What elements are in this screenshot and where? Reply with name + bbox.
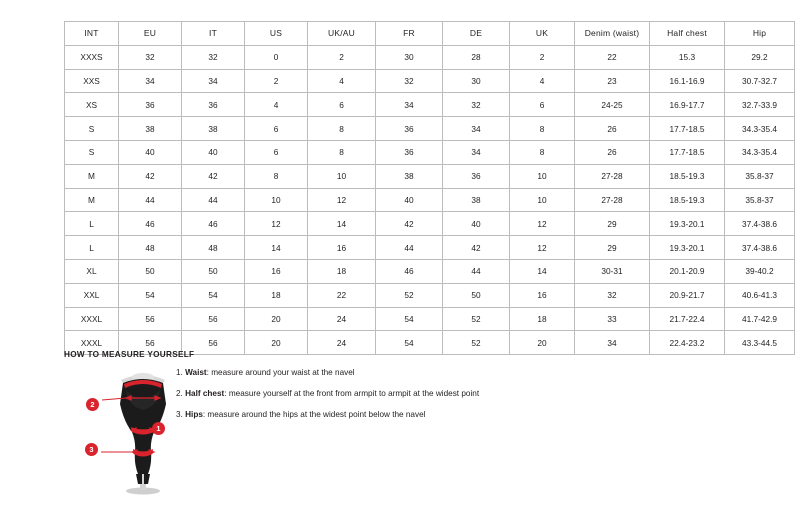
cell-half-chest: 19.3-20.1 xyxy=(650,236,725,260)
cell-it: 50 xyxy=(182,259,245,283)
cell-eu: 44 xyxy=(119,188,182,212)
cell-eu: 48 xyxy=(119,236,182,260)
measure-step xyxy=(176,410,596,420)
cell-ukau: 24 xyxy=(308,331,376,355)
cell-fr: 32 xyxy=(376,69,443,93)
cell-fr: 40 xyxy=(376,188,443,212)
cell-us: 6 xyxy=(245,140,308,164)
cell-int: XXXL xyxy=(65,331,119,355)
cell-ukau: 6 xyxy=(308,93,376,117)
cell-hip: 32.7-33.9 xyxy=(725,93,795,117)
cell-de: 50 xyxy=(443,283,510,307)
cell-it: 36 xyxy=(182,93,245,117)
cell-denim-waist: 24-25 xyxy=(575,93,650,117)
step-number: 1. xyxy=(176,368,183,377)
cell-ukau: 14 xyxy=(308,212,376,236)
cell-us: 12 xyxy=(245,212,308,236)
cell-ukau: 12 xyxy=(308,188,376,212)
cell-uk: 10 xyxy=(510,164,575,188)
cell-fr: 36 xyxy=(376,140,443,164)
table-row xyxy=(65,45,795,69)
measure-step xyxy=(176,389,596,399)
cell-us: 0 xyxy=(245,45,308,69)
cell-uk: 12 xyxy=(510,236,575,260)
cell-fr: 42 xyxy=(376,212,443,236)
cell-eu: 50 xyxy=(119,259,182,283)
cell-it: 56 xyxy=(182,307,245,331)
step-text: : measure around the hips at the widest point below the navel xyxy=(202,409,426,419)
table-row xyxy=(65,117,795,141)
cell-de: 30 xyxy=(443,69,510,93)
cell-half-chest: 17.7-18.5 xyxy=(650,117,725,141)
cell-eu: 54 xyxy=(119,283,182,307)
cell-ukau: 4 xyxy=(308,69,376,93)
cell-de: 52 xyxy=(443,331,510,355)
size-chart-table xyxy=(64,21,795,355)
cell-uk: 8 xyxy=(510,117,575,141)
cell-fr: 52 xyxy=(376,283,443,307)
table-row xyxy=(65,236,795,260)
cell-ukau: 18 xyxy=(308,259,376,283)
cell-denim-waist: 29 xyxy=(575,236,650,260)
cell-uk: 20 xyxy=(510,331,575,355)
cell-half-chest: 18.5-19.3 xyxy=(650,164,725,188)
cell-half-chest: 16.1-16.9 xyxy=(650,69,725,93)
table-row xyxy=(65,259,795,283)
cell-uk: 4 xyxy=(510,69,575,93)
cell-int: M xyxy=(65,188,119,212)
cell-us: 18 xyxy=(245,283,308,307)
cell-denim-waist: 23 xyxy=(575,69,650,93)
how-to-measure-title: HOW TO MEASURE YOURSELF xyxy=(64,350,195,359)
cell-half-chest: 18.5-19.3 xyxy=(650,188,725,212)
cell-it: 38 xyxy=(182,117,245,141)
column-header: Hip xyxy=(725,22,795,46)
cell-denim-waist: 34 xyxy=(575,331,650,355)
table-header-row xyxy=(65,22,795,46)
cell-fr: 38 xyxy=(376,164,443,188)
step-term: Hips xyxy=(185,409,203,419)
cell-int: XS xyxy=(65,93,119,117)
cell-it: 48 xyxy=(182,236,245,260)
cell-eu: 56 xyxy=(119,307,182,331)
cell-hip: 34.3-35.4 xyxy=(725,117,795,141)
step-text: : measure around your waist at the navel xyxy=(206,368,355,377)
cell-de: 38 xyxy=(443,188,510,212)
cell-eu: 34 xyxy=(119,69,182,93)
cell-hip: 29.2 xyxy=(725,45,795,69)
cell-de: 34 xyxy=(443,140,510,164)
measure-steps-list xyxy=(176,368,596,431)
cell-de: 34 xyxy=(443,117,510,141)
cell-int: XXL xyxy=(65,283,119,307)
column-header: DE xyxy=(443,22,510,46)
column-header: US xyxy=(245,22,308,46)
cell-fr: 36 xyxy=(376,117,443,141)
cell-us: 6 xyxy=(245,117,308,141)
cell-us: 20 xyxy=(245,307,308,331)
callout-bullet-2: 2 xyxy=(86,398,99,411)
cell-de: 52 xyxy=(443,307,510,331)
cell-denim-waist: 26 xyxy=(575,117,650,141)
cell-de: 36 xyxy=(443,164,510,188)
column-header: UK/AU xyxy=(308,22,376,46)
table-row xyxy=(65,188,795,212)
step-term: Half chest xyxy=(185,388,225,398)
cell-int: XXS xyxy=(65,69,119,93)
cell-ukau: 10 xyxy=(308,164,376,188)
cell-it: 32 xyxy=(182,45,245,69)
cell-eu: 32 xyxy=(119,45,182,69)
cell-half-chest: 17.7-18.5 xyxy=(650,140,725,164)
cell-int: L xyxy=(65,212,119,236)
cell-denim-waist: 33 xyxy=(575,307,650,331)
cell-half-chest: 19.3-20.1 xyxy=(650,212,725,236)
column-header: UK xyxy=(510,22,575,46)
cell-denim-waist: 27-28 xyxy=(575,188,650,212)
cell-fr: 34 xyxy=(376,93,443,117)
column-header: INT xyxy=(65,22,119,46)
table-row xyxy=(65,283,795,307)
cell-eu: 36 xyxy=(119,93,182,117)
cell-ukau: 24 xyxy=(308,307,376,331)
cell-denim-waist: 29 xyxy=(575,212,650,236)
cell-ukau: 2 xyxy=(308,45,376,69)
table-row xyxy=(65,212,795,236)
cell-denim-waist: 27-28 xyxy=(575,164,650,188)
cell-us: 10 xyxy=(245,188,308,212)
cell-hip: 40.6-41.3 xyxy=(725,283,795,307)
column-header: EU xyxy=(119,22,182,46)
cell-it: 44 xyxy=(182,188,245,212)
table-row xyxy=(65,93,795,117)
cell-int: XL xyxy=(65,259,119,283)
cell-hip: 35.8-37 xyxy=(725,188,795,212)
cell-eu: 40 xyxy=(119,140,182,164)
cell-uk: 16 xyxy=(510,283,575,307)
cell-eu: 38 xyxy=(119,117,182,141)
step-term: Waist xyxy=(185,368,207,377)
cell-hip: 37.4-38.6 xyxy=(725,212,795,236)
cell-de: 32 xyxy=(443,93,510,117)
table-row xyxy=(65,307,795,331)
cell-denim-waist: 26 xyxy=(575,140,650,164)
cell-eu: 42 xyxy=(119,164,182,188)
cell-eu: 56 xyxy=(119,331,182,355)
callout-bullet-1: 1 xyxy=(152,422,165,435)
cell-denim-waist: 22 xyxy=(575,45,650,69)
cell-it: 46 xyxy=(182,212,245,236)
callout-bullet-3: 3 xyxy=(85,443,98,456)
cell-hip: 41.7-42.9 xyxy=(725,307,795,331)
cell-it: 34 xyxy=(182,69,245,93)
cell-us: 16 xyxy=(245,259,308,283)
column-header: FR xyxy=(376,22,443,46)
cell-fr: 44 xyxy=(376,236,443,260)
cell-int: S xyxy=(65,117,119,141)
cell-hip: 43.3-44.5 xyxy=(725,331,795,355)
cell-int: L xyxy=(65,236,119,260)
cell-denim-waist: 30-31 xyxy=(575,259,650,283)
cell-it: 56 xyxy=(182,331,245,355)
cell-hip: 34.3-35.4 xyxy=(725,140,795,164)
cell-uk: 8 xyxy=(510,140,575,164)
cell-uk: 18 xyxy=(510,307,575,331)
cell-half-chest: 20.9-21.7 xyxy=(650,283,725,307)
cell-half-chest: 21.7-22.4 xyxy=(650,307,725,331)
measure-step xyxy=(176,368,596,378)
cell-hip: 39-40.2 xyxy=(725,259,795,283)
cell-fr: 30 xyxy=(376,45,443,69)
cell-hip: 30.7-32.7 xyxy=(725,69,795,93)
cell-ukau: 16 xyxy=(308,236,376,260)
cell-de: 42 xyxy=(443,236,510,260)
step-number: 2. xyxy=(176,388,183,398)
cell-eu: 46 xyxy=(119,212,182,236)
cell-it: 42 xyxy=(182,164,245,188)
cell-int: XXXL xyxy=(65,307,119,331)
column-header: Half chest xyxy=(650,22,725,46)
cell-de: 44 xyxy=(443,259,510,283)
cell-int: M xyxy=(65,164,119,188)
cell-uk: 12 xyxy=(510,212,575,236)
cell-ukau: 8 xyxy=(308,117,376,141)
column-header: IT xyxy=(182,22,245,46)
cell-int: S xyxy=(65,140,119,164)
column-header: Denim (waist) xyxy=(575,22,650,46)
cell-fr: 54 xyxy=(376,307,443,331)
cell-half-chest: 22.4-23.2 xyxy=(650,331,725,355)
cell-us: 2 xyxy=(245,69,308,93)
cell-de: 40 xyxy=(443,212,510,236)
cell-it: 54 xyxy=(182,283,245,307)
cell-it: 40 xyxy=(182,140,245,164)
cell-hip: 37.4-38.6 xyxy=(725,236,795,260)
table-row xyxy=(65,164,795,188)
cell-denim-waist: 32 xyxy=(575,283,650,307)
cell-fr: 54 xyxy=(376,331,443,355)
cell-us: 14 xyxy=(245,236,308,260)
step-number: 3. xyxy=(176,409,183,419)
cell-half-chest: 20.1-20.9 xyxy=(650,259,725,283)
table-row xyxy=(65,140,795,164)
table-row xyxy=(65,69,795,93)
cell-us: 4 xyxy=(245,93,308,117)
size-chart-table-wrapper xyxy=(64,21,778,355)
cell-int: XXXS xyxy=(65,45,119,69)
cell-ukau: 22 xyxy=(308,283,376,307)
cell-uk: 2 xyxy=(510,45,575,69)
cell-uk: 14 xyxy=(510,259,575,283)
cell-uk: 6 xyxy=(510,93,575,117)
step-text: : measure yourself at the front from armpit to armpit at the widest point xyxy=(224,388,480,398)
cell-us: 20 xyxy=(245,331,308,355)
cell-ukau: 8 xyxy=(308,140,376,164)
cell-half-chest: 16.9-17.7 xyxy=(650,93,725,117)
cell-hip: 35.8-37 xyxy=(725,164,795,188)
cell-uk: 10 xyxy=(510,188,575,212)
cell-us: 8 xyxy=(245,164,308,188)
cell-fr: 46 xyxy=(376,259,443,283)
cell-half-chest: 15.3 xyxy=(650,45,725,69)
cell-de: 28 xyxy=(443,45,510,69)
